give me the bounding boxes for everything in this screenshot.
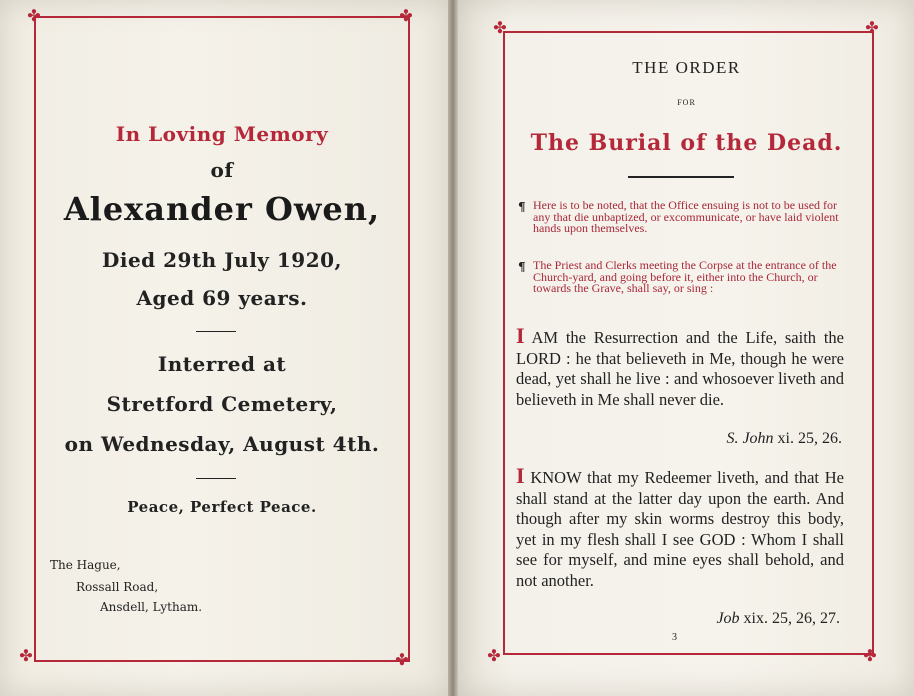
address-line-2: Rossall Road, <box>76 580 159 594</box>
reference-2 <box>516 610 840 628</box>
deceased-name: Alexander Owen, <box>63 190 381 228</box>
memory-line <box>34 122 410 146</box>
corner-ornament-icon: ✤ <box>487 646 501 665</box>
reference-1-book: S. John <box>726 430 774 447</box>
reference-1-verses: xi. 25, 26. <box>777 430 842 447</box>
divider <box>196 331 236 332</box>
interred-line: Interred at <box>157 352 287 376</box>
reference-1 <box>516 430 842 448</box>
rubric-paragraph-1: Here is to be noted, that the Office ensuing is not to be used for any that die unbaptized, or excommunicate, or have laid violent hands upon themselves. <box>533 198 839 235</box>
memory-line-text: In Loving Memory <box>115 122 329 146</box>
corner-ornament-icon: ✤ <box>865 18 879 37</box>
reference-2-verses: xix. 25, 26, 27. <box>743 610 840 627</box>
date-line: on Wednesday, August 4th. <box>64 432 380 456</box>
verse-2 <box>516 463 845 591</box>
verse-2-text: KNOW that my Redeemer liveth, and that He shall stand at the latter day upon the earth. And though after my skin worms destroy this body, yet in my flesh shall I see GOD : Whom I shall see for myself, and mine eyes shall behold, and not another. <box>516 468 845 590</box>
peace-line: Peace, Perfect Peace. <box>127 498 317 516</box>
aged-line: Aged 69 years. <box>136 286 308 310</box>
corner-ornament-icon: ✤ <box>399 6 413 25</box>
title-divider <box>628 176 734 178</box>
address-line-1: The Hague, <box>50 558 121 572</box>
corner-ornament-icon: ✤ <box>493 18 507 37</box>
drop-cap: I <box>516 323 525 348</box>
of-line: of <box>210 158 234 182</box>
divider <box>196 478 236 479</box>
reference-2-book: Job <box>716 610 740 627</box>
died-line: Died 29th July 1920, <box>102 248 342 272</box>
corner-ornament-icon: ✤ <box>19 646 33 665</box>
address-line-3: Ansdell, Lytham. <box>100 600 203 614</box>
cemetery-line: Stretford Cemetery, <box>106 392 338 416</box>
pilcrow-icon: ¶ <box>518 260 526 274</box>
for-label: FOR <box>677 98 696 107</box>
corner-ornament-icon: ✤ <box>395 650 409 669</box>
order-title: THE ORDER <box>632 58 741 77</box>
corner-ornament-icon: ✤ <box>863 646 877 665</box>
verse-1 <box>516 323 844 410</box>
book-gutter <box>448 0 458 696</box>
corner-ornament-icon: ✤ <box>27 6 41 25</box>
page-number: 3 <box>672 632 677 643</box>
rubric-paragraph-2: The Priest and Clerks meeting the Corpse at the entrance of the Church-yard, and going before it, either into the Church, or towards the Grave, shall say, or sing : <box>533 258 837 295</box>
burial-subtitle: The Burial of the Dead. <box>530 130 843 156</box>
verse-1-text: AM the Resurrection and the Life, saith the LORD : he that believeth in Me, though he were dead, yet shall he live : and whosoever liveth and believeth in Me shall never die. <box>516 328 844 409</box>
pilcrow-icon: ¶ <box>518 200 526 214</box>
drop-cap: I <box>516 463 525 488</box>
left-page <box>0 0 448 696</box>
